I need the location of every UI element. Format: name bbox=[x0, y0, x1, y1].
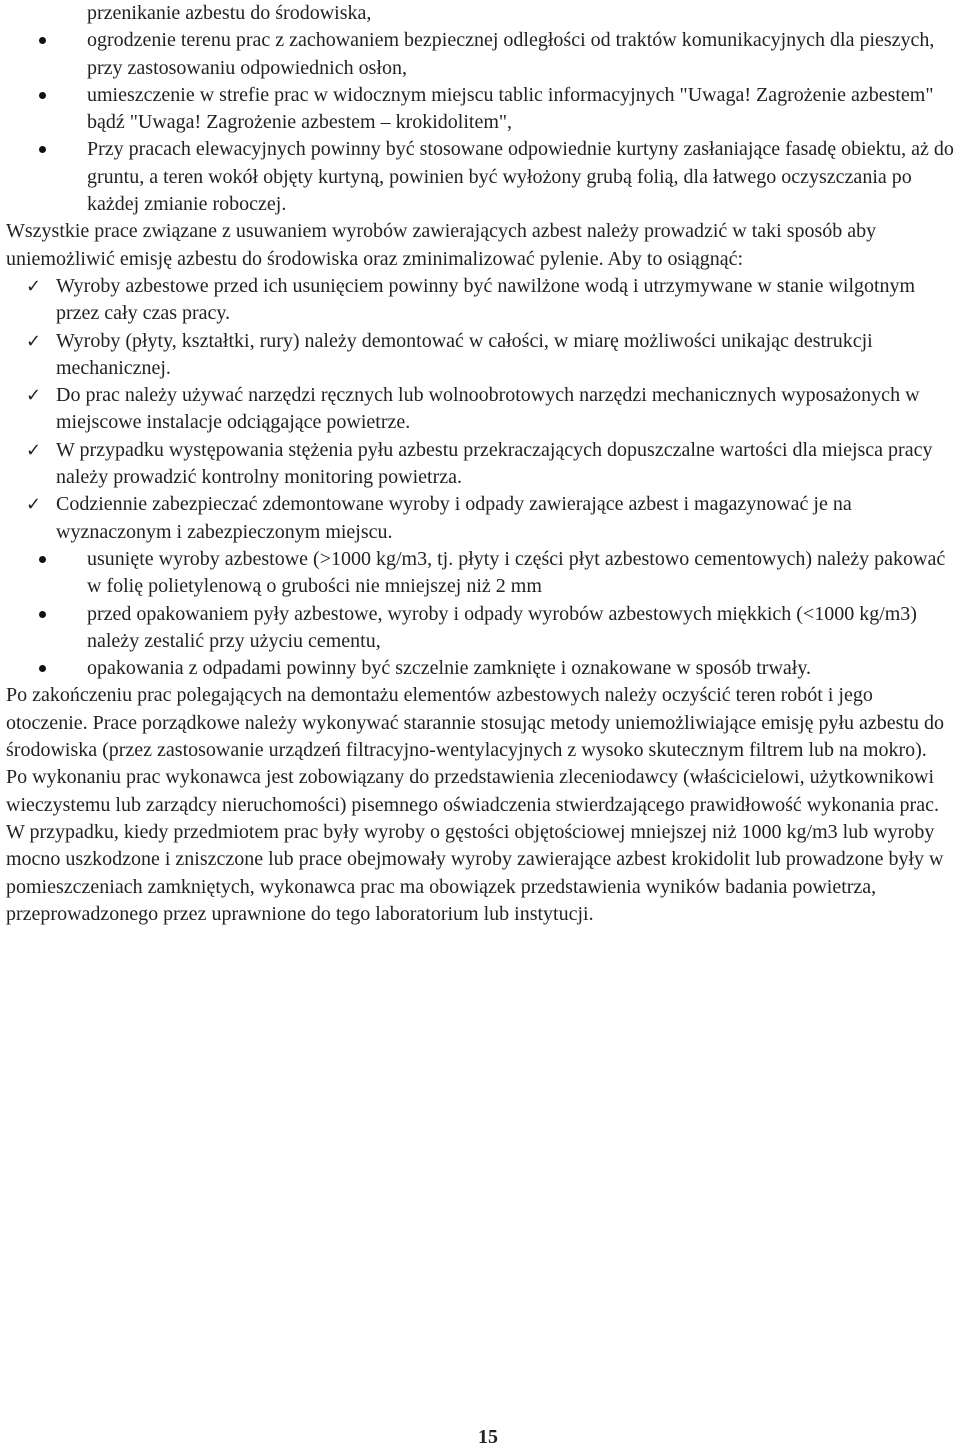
bullet-list-1 bbox=[0, 27, 960, 218]
list-item bbox=[0, 273, 960, 328]
list-item-text: przed opakowaniem pyły azbestowe, wyroby i odpady wyrobów azbestowych miękkich (<1000 kg/m3) należy zestalić przy użyciu cementu, bbox=[87, 602, 917, 652]
paragraph: W przypadku, kiedy przedmiotem prac były wyroby o gęstości objętościowej mniejszej niż 1000 kg/m3 lub wyroby mocno uszkodzone i zniszczone lub prace obejmowały wyroby zawierające azbest krokidolit lub prowadzone były w pomieszczeniach zamkniętych, wykonawca prac ma obowiązek przedstawienia wyników badania powietrza, przeprowadzonego przez uprawnione do tego laboratorium lub instytucji. bbox=[6, 820, 944, 925]
check-list bbox=[0, 273, 960, 546]
bullet-dot-icon bbox=[39, 37, 46, 44]
list-item-text: ogrodzenie terenu prac z zachowaniem bezpiecznej odległości od traktów komunikacyjnych dla pieszych, przy zastosowaniu odpowiednich osłon, bbox=[87, 29, 935, 79]
bullet-dot-icon bbox=[39, 665, 46, 672]
page-number: 15 bbox=[478, 1426, 498, 1448]
list-item-text: umieszczenie w strefie prac w widocznym miejscu tablic informacyjnych "Uwaga! Zagrożenie azbestem" bądź "Uwaga! Zagrożenie azbestem – krokidolitem", bbox=[87, 83, 934, 134]
bullet-dot-icon bbox=[39, 611, 46, 618]
list-item bbox=[0, 437, 960, 492]
list-item bbox=[0, 136, 960, 218]
list-item bbox=[0, 601, 960, 656]
checkmark-icon: ✓ bbox=[26, 330, 42, 352]
bullet-list-2 bbox=[0, 546, 960, 682]
list-item bbox=[0, 655, 960, 682]
checkmark-icon: ✓ bbox=[26, 385, 42, 407]
list-item-text: Przy pracach elewacyjnych powinny być stosowane odpowiednie kurtyny zasłaniające fasadę obiektu, aż do gruntu, a teren wokół objęty kurtyną, powinien być wyłożony grubą folią, dla łatwego oczyszczania po każdej zmianie roboczej. bbox=[87, 138, 954, 216]
list-item-text: Wyroby azbestowe przed ich usunięciem powinny być nawilżone wodą i utrzymywane w stanie wilgotnym przez cały czas pracy. bbox=[56, 274, 916, 325]
checkmark-icon: ✓ bbox=[26, 494, 42, 516]
list-item bbox=[0, 546, 960, 601]
list-item bbox=[0, 328, 960, 383]
list-item-text: Wyroby (płyty, kształtki, rury) należy demontować w całości, w miarę możliwości unikając destrukcji mechanicznej. bbox=[56, 329, 873, 379]
list-item bbox=[0, 27, 960, 82]
paragraph: Wszystkie prace związane z usuwaniem wyrobów zawierających azbest należy prowadzić w taki sposób aby uniemożliwić emisję azbestu do środowiska oraz zminimalizować pylenie. Aby to osiągnąć: bbox=[6, 220, 877, 270]
bullet-dot-icon bbox=[39, 92, 46, 99]
list-item-text: W przypadku występowania stężenia pyłu azbestu przekraczających dopuszczalne wartości dla miejsca pracy należy prowadzić kontrolny monitoring powietrza. bbox=[56, 438, 933, 489]
continuation-line: przenikanie azbestu do środowiska, bbox=[87, 2, 372, 24]
checkmark-icon: ✓ bbox=[26, 439, 42, 461]
list-item-text: Codziennie zabezpieczać zdemontowane wyroby i odpady zawierające azbest i magazynować je na wyznaczonym i zabezpieczonym miejscu. bbox=[56, 493, 852, 543]
paragraph: Po wykonaniu prac wykonawca jest zobowiązany do przedstawienia zleceniodawcy (właścicielowi, użytkownikowi wieczystemu lub zarządcy nieruchomości) pisemnego oświadczenia stwierdzającego prawidłowość wykonania prac. bbox=[6, 766, 939, 816]
list-item bbox=[0, 82, 960, 137]
bullet-dot-icon bbox=[39, 146, 46, 153]
list-item-text: usunięte wyroby azbestowe (>1000 kg/m3, tj. płyty i części płyt azbestowo cementowych) należy pakować w folię polietylenową o grubości nie mniejszej niż 2 mm bbox=[87, 547, 946, 598]
list-item bbox=[0, 491, 960, 546]
list-item bbox=[0, 382, 960, 437]
checkmark-icon: ✓ bbox=[26, 275, 42, 297]
list-item-text: Do prac należy używać narzędzi ręcznych lub wolnoobrotowych narzędzi mechanicznych wyposażonych w miejscowe instalacje odciągające powietrze. bbox=[56, 384, 920, 434]
bullet-dot-icon bbox=[39, 556, 46, 563]
list-item-text: opakowania z odpadami powinny być szczelnie zamknięte i oznakowane w sposób trwały. bbox=[87, 657, 812, 680]
paragraph: Po zakończeniu prac polegających na demontażu elementów azbestowych należy oczyścić teren robót i jego otoczenie. Prace porządkowe należy wykonywać starannie stosując metody uniemożliwiające emisję pyłu azbestu do środowiska (przez zastosowanie urządzeń filtracyjno-wentylacyjnych z wysoko skutecznym filtrem lub na mokro). bbox=[6, 684, 944, 762]
